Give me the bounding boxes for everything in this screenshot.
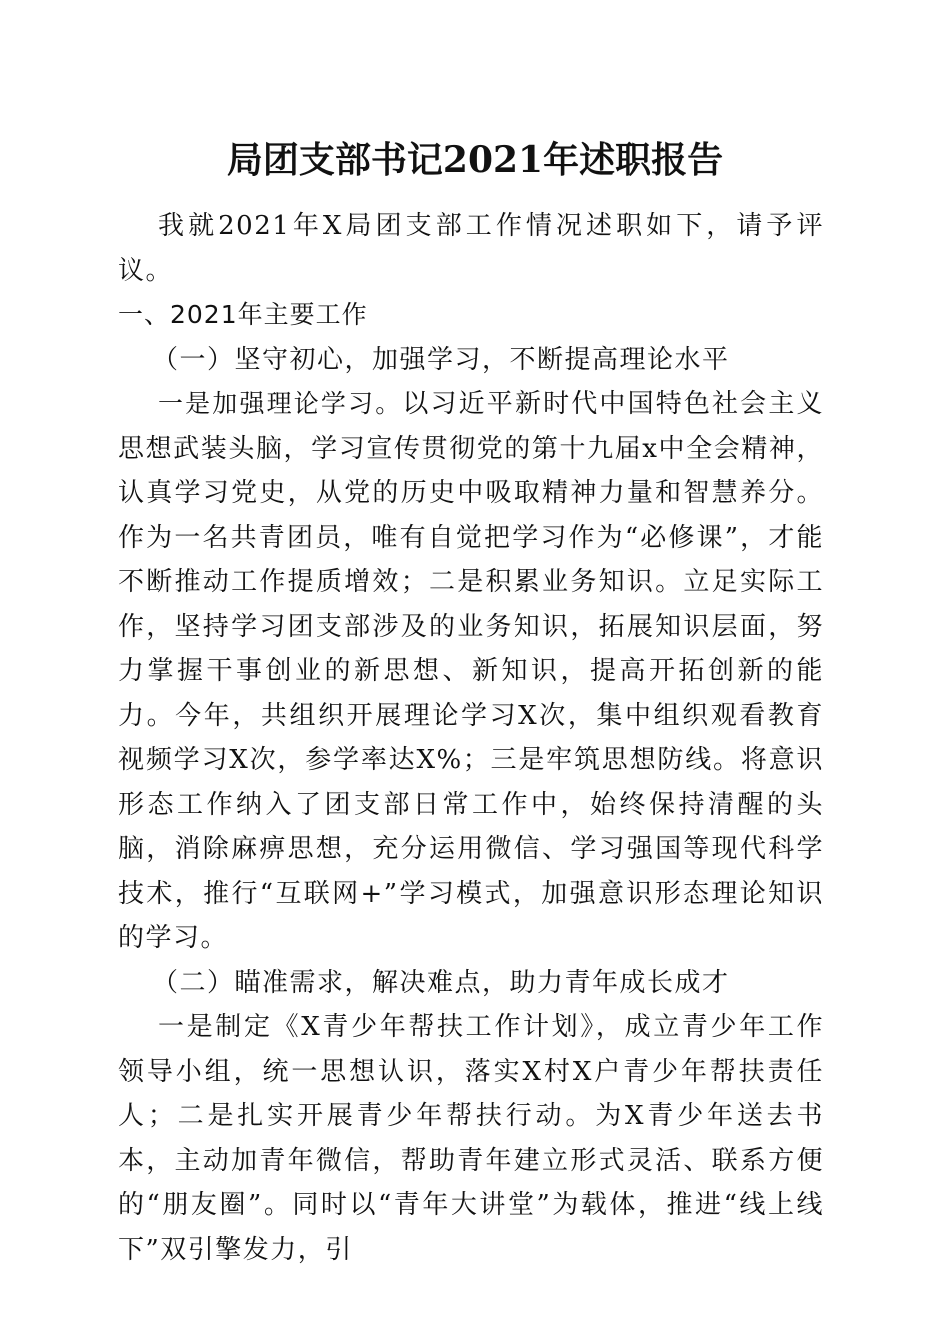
document-body [118, 204, 824, 1272]
paragraph-lead-text: 一是加强理论学习。 [158, 389, 403, 418]
paragraph-body-text: 以习近平新时代中国特色社会主义思想武装头脑，学习宣传贯彻党的第十九届x中全会精神，认真学习党史，从党的历史中吸取精神力量和智慧养分。作为一名共青团员，唯有自觉把学习作为“必修课”，才能不断推动工作提质增效；二是积累业务知识。立足实际工作，坚持学习团支部涉及的业务知识，拓展知识层面，努力掌握干事创业的新思想、新知识，提高开拓创新的能力。今年，共组织开展理论学习X次，集中组织观看教育视频学习X次，参学率达X%；三是牢筑思想防线。将意识形态工作纳入了团支部日常工作中，始终保持清醒的头脑，消除麻痹思想，充分运用微信、学习强国等现代科学技术，推行“互联网+”学习模式，加强意识形态理论知识的学习。 [118, 389, 824, 953]
intro-paragraph: 我就2021年X局团支部工作情况述职如下，请予评议。 [118, 211, 824, 286]
subsection-heading-1: （一）坚守初心，加强学习，不断提高理论水平 [152, 344, 730, 375]
document-title: 局团支部书记2021年述职报告 [226, 139, 724, 181]
subsection-1-paragraph [118, 382, 824, 961]
subsection-2-paragraph: 一是制定《X青少年帮扶工作计划》，成立青少年工作领导小组，统一思想认识，落实X村X户青少年帮扶责任人；二是扎实开展青少年帮扶行动。为X青少年送去书本，主动加青年微信，帮助青年建立形式灵活、联系方便的“朋友圈”。同时以“青年大讲堂”为载体，推进“线上线下”双引擎发力，引 [118, 1012, 824, 1265]
section-heading-1: 一、2021年主要工作 [118, 300, 368, 329]
subsection-heading-2: （二）瞄准需求，解决难点，助力青年成长成才 [152, 967, 730, 998]
